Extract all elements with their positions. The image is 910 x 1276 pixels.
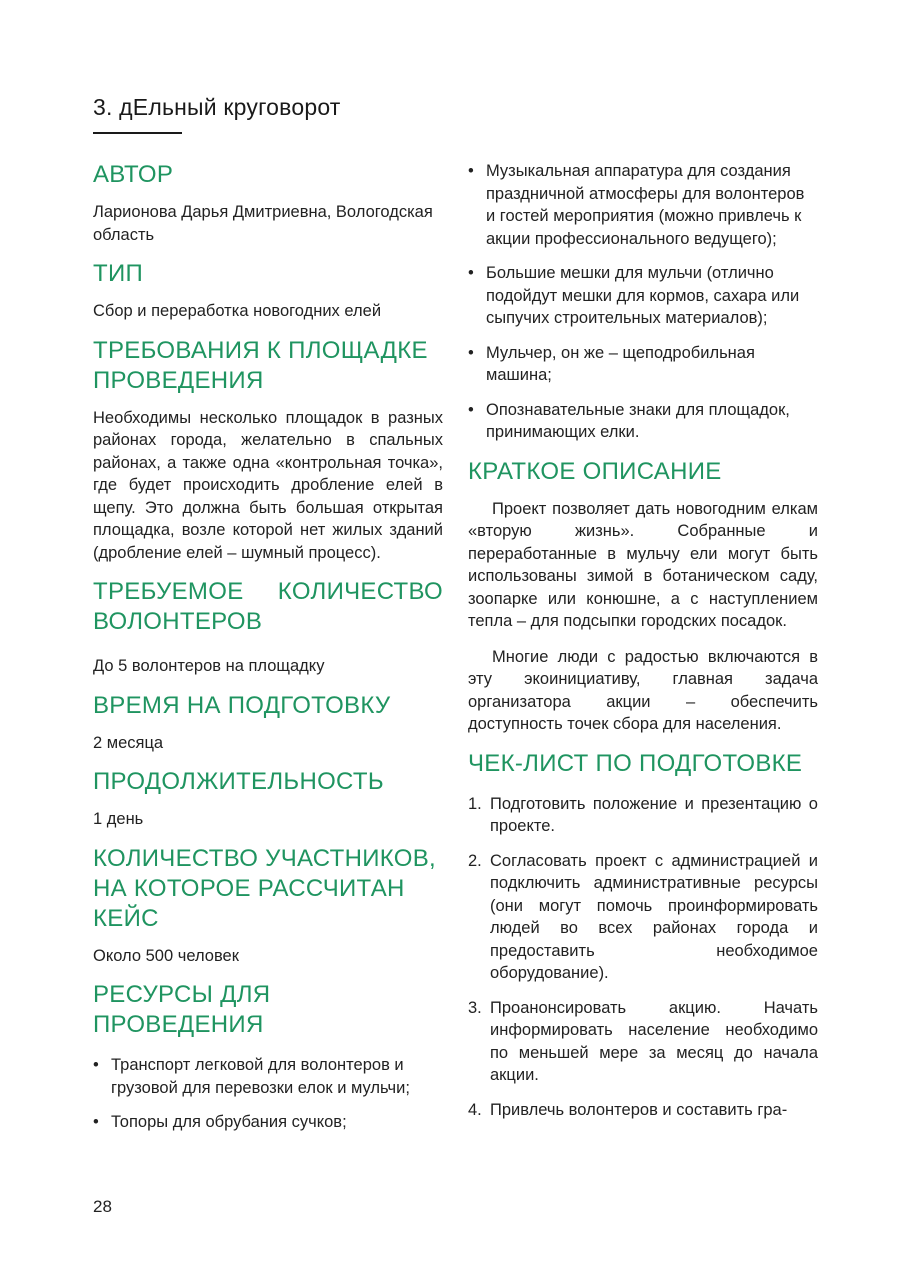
page-number: 28: [93, 1197, 112, 1216]
resources-list-right: [468, 160, 818, 444]
checklist: [468, 793, 818, 1122]
bullet-icon: •: [468, 400, 474, 419]
resources-list-left: [93, 1054, 443, 1134]
chapter-underline: [93, 132, 182, 134]
summary-paragraph-1: Проект позволяет дать новогодним елкам «вторую жизнь». Собранные и переработанные в мульчу ели могут быть использованы зимой в ботаническом саду, зоопарке или конюшне, а с наступлением тепла – для подсыпки городских посадок.: [468, 499, 818, 630]
section-title-summary: КРАТКОЕ ОПИСАНИЕ: [468, 457, 722, 485]
bullet-icon: •: [93, 1056, 99, 1074]
list-item: • Мульчер, он же – щеподробильная машина;: [468, 343, 755, 384]
checklist-item: 1. Подготовить положение и презентацию о проекте.: [468, 794, 818, 835]
chapter-title: 3. дЕльный круговорот: [93, 94, 341, 120]
participants-text: Около 500 человек: [93, 946, 239, 965]
section-title-volunteers: ТРЕБУЕМОЕ КОЛИЧЕСТВО ВОЛОНТЕРОВ: [93, 578, 443, 635]
section-title-venue: ТРЕБОВАНИЯ К ПЛОЩАДКЕ ПРОВЕДЕНИЯ: [93, 336, 428, 394]
list-item: • Большие мешки для мульчи (отлично подойдут мешки для кормов, сахара или сыпучих строительных материалов);: [468, 264, 800, 327]
section-title-author: АВТОР: [93, 161, 174, 188]
list-item: • Опознавательные знаки для площадок, принимающих елки.: [468, 400, 790, 441]
bullet-icon: •: [93, 1113, 99, 1131]
checklist-item: 3. Проанонсировать акцию. Начать информировать население необходимо по меньшей мере за месяц до начала акции.: [468, 998, 818, 1084]
bullet-icon: •: [468, 264, 474, 282]
bullet-icon: •: [468, 343, 474, 362]
right-column: [468, 160, 818, 1133]
summary-paragraph-2: Многие люди с радостью включаются в эту экоинициативу, главная задача организатора акции – обеспечить доступность точек сбора для населения.: [468, 647, 818, 733]
section-title-prep-time: ВРЕМЯ НА ПОДГОТОВКУ: [93, 691, 391, 719]
volunteers-text: До 5 волонтеров на площадку: [93, 657, 325, 675]
section-title-duration: ПРОДОЛЖИТЕЛЬНОСТЬ: [93, 768, 384, 795]
section-title-checklist: ЧЕК-ЛИСТ ПО ПОДГОТОВКЕ: [468, 749, 803, 777]
section-title-participants: КОЛИЧЕСТВО УЧАСТНИКОВ, НА КОТОРОЕ РАССЧИТАН КЕЙС: [93, 844, 437, 932]
list-item: • Музыкальная аппаратура для создания праздничной атмосферы для волонтеров и гостей мероприятия (можно привлечь к акции профессионального ведущего);: [468, 162, 805, 248]
checklist-item: 2. Согласовать проект с администрацией и подключить административные ресурсы (они могут помочь проинформировать людей во всех районах города и предоставить необходимое оборудование).: [468, 851, 818, 982]
author-text: Ларионова Дарья Дмитриевна, Вологодская область: [93, 203, 433, 244]
checklist-item: 4. Привлечь волонтеров и составить гра-: [468, 1100, 788, 1119]
list-item: • Топоры для обрубания сучков;: [93, 1111, 443, 1134]
venue-text: Необходимы несколько площадок в разных районах города, желательно в спальных районах, а также одна «контрольная точка», где будет происходить дробление елей в щепу. Это должна быть большая открытая площадка, возле которой нет жилых зданий (дробление елей – шумный процесс).: [93, 408, 443, 562]
bullet-icon: •: [468, 162, 474, 180]
type-text: Сбор и переработка новогодних елей: [93, 302, 382, 320]
duration-text: 1 день: [93, 810, 144, 828]
list-item: • Транспорт легковой для волонтеров и грузовой для перевозки елок и мульчи;: [93, 1056, 410, 1097]
section-title-type: ТИП: [93, 260, 144, 287]
section-title-resources: РЕСУРСЫ ДЛЯ ПРОВЕДЕНИЯ: [93, 981, 271, 1038]
prep-time-text: 2 месяца: [93, 733, 164, 752]
left-column: [93, 160, 443, 1147]
